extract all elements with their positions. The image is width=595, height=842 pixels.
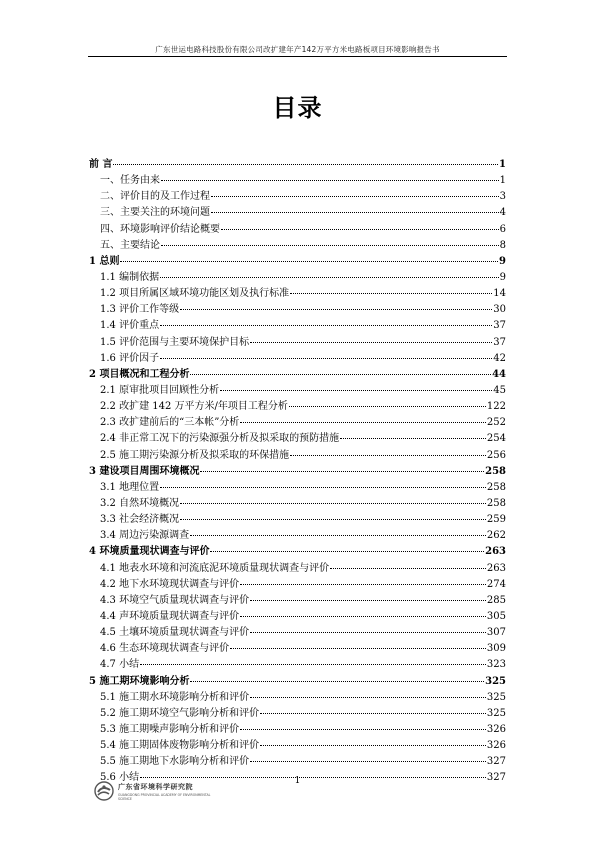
toc-entry-page: 309 bbox=[486, 643, 506, 655]
toc-entry-page: 258 bbox=[486, 481, 506, 493]
toc-dot-leader bbox=[211, 196, 499, 197]
toc-entry-page: 37 bbox=[493, 320, 506, 332]
toc-entry-page: 6 bbox=[499, 223, 506, 235]
toc-entry-label: 四、环境影响评价结论概要 bbox=[100, 223, 220, 235]
toc-entry[interactable] bbox=[89, 222, 506, 238]
toc-entry-label: 2 项目概况和工程分析 bbox=[89, 368, 190, 380]
toc-dot-leader bbox=[161, 245, 499, 246]
toc-dot-leader bbox=[190, 535, 486, 536]
header-rule bbox=[88, 56, 507, 57]
toc-entry-label: 3.3 社会经济概况 bbox=[100, 514, 180, 526]
toc-entry-label: 5.2 施工期环境空气影响分析和评价 bbox=[100, 707, 260, 719]
toc-dot-leader bbox=[250, 632, 486, 633]
page-number: 1 bbox=[294, 776, 301, 786]
toc-entry-label: 4.7 小结 bbox=[100, 659, 140, 671]
toc-entry-label: 2.5 施工期污染源分析及拟采取的环保措施 bbox=[100, 449, 290, 461]
toc-entry-label: 5.4 施工期固体废物影响分析和评价 bbox=[100, 740, 260, 752]
toc-dot-leader bbox=[190, 374, 491, 375]
toc-entry-label: 4 环境质量现状调查与评价 bbox=[89, 546, 210, 558]
toc-dot-leader bbox=[211, 212, 499, 213]
toc-entry-page: 258 bbox=[485, 465, 506, 477]
toc-dot-leader bbox=[221, 229, 499, 230]
toc-entry[interactable] bbox=[89, 544, 506, 560]
toc-entry-page: 256 bbox=[486, 449, 506, 461]
toc-entry-page: 305 bbox=[486, 610, 506, 622]
toc-entry-label: 1.5 评价范围与主要环境保护目标 bbox=[100, 336, 250, 348]
toc-entry-page: 254 bbox=[486, 433, 506, 445]
toc-entry-page: 262 bbox=[486, 530, 506, 542]
toc-entry[interactable] bbox=[89, 674, 506, 690]
toc-entry-label: 1.6 评价因子 bbox=[100, 352, 160, 364]
toc-entry-label: 4.5 土壤环境质量现状调查与评价 bbox=[100, 627, 250, 639]
toc-entry-label: 一、任务由来 bbox=[100, 175, 160, 187]
toc-dot-leader bbox=[330, 568, 486, 569]
toc-entry[interactable] bbox=[89, 754, 506, 770]
toc-dot-leader bbox=[240, 584, 486, 585]
toc-entry-label: 2.1 原审批项目回顾性分析 bbox=[100, 384, 220, 396]
toc-dot-leader bbox=[160, 325, 492, 326]
toc-entry-page: 1 bbox=[499, 175, 506, 187]
toc-entry[interactable] bbox=[89, 641, 506, 657]
institute-name-cn: 广东省环境科学研究院 bbox=[118, 782, 193, 791]
toc-dot-leader bbox=[160, 487, 486, 488]
toc-entry[interactable] bbox=[89, 738, 506, 754]
toc-entry[interactable] bbox=[89, 367, 506, 383]
toc-entry-page: 122 bbox=[486, 401, 506, 413]
toc-entry-page: 9 bbox=[499, 255, 506, 267]
toc-entry[interactable] bbox=[89, 496, 506, 512]
toc-entry[interactable] bbox=[89, 351, 506, 367]
toc-entry-page: 263 bbox=[485, 546, 506, 558]
toc-entry-page: 4 bbox=[499, 207, 506, 219]
toc-entry[interactable] bbox=[89, 173, 506, 189]
toc-dot-leader bbox=[250, 600, 486, 601]
toc-entry-label: 5.5 施工期地下水影响分析和评价 bbox=[100, 756, 250, 768]
toc-entry-page: 30 bbox=[493, 304, 506, 316]
toc-entry-page: 44 bbox=[492, 368, 506, 380]
toc-dot-leader bbox=[180, 503, 486, 504]
toc-entry-page: 285 bbox=[486, 594, 506, 606]
toc-entry-page: 1 bbox=[499, 159, 506, 170]
toc-dot-leader bbox=[160, 358, 492, 359]
toc-entry-page: 14 bbox=[493, 288, 506, 300]
toc-entry[interactable] bbox=[89, 399, 506, 415]
toc-entry-label: 3.4 周边污染源调查 bbox=[100, 530, 190, 542]
toc-entry-label: 4.4 声环境质量现状调查与评价 bbox=[100, 610, 240, 622]
toc-entry-label: 五、主要结论 bbox=[100, 239, 160, 251]
toc-entry-page: 42 bbox=[493, 352, 506, 364]
toc-entry[interactable] bbox=[89, 318, 506, 334]
toc-entry[interactable] bbox=[89, 609, 506, 625]
toc-entry-page: 326 bbox=[486, 740, 506, 752]
toc-dot-leader bbox=[260, 745, 486, 746]
toc-entry-page: 252 bbox=[486, 417, 506, 429]
toc-entry-label: 5.1 施工期水环境影响分析和评价 bbox=[100, 691, 250, 703]
toc-entry[interactable] bbox=[89, 302, 506, 318]
toc-entry-label: 2.4 非正常工况下的污染源强分析及拟采取的预防措施 bbox=[100, 433, 340, 445]
toc-entry[interactable] bbox=[89, 561, 506, 577]
toc-dot-leader bbox=[289, 406, 486, 407]
toc-entry-page: 259 bbox=[486, 514, 506, 526]
toc-entry-label: 5 施工期环境影响分析 bbox=[89, 675, 190, 687]
toc-entry-page: 8 bbox=[499, 239, 506, 251]
toc-entry-page: 323 bbox=[486, 659, 506, 671]
toc-entry[interactable] bbox=[89, 286, 506, 302]
toc-dot-leader bbox=[250, 761, 486, 762]
toc-dot-leader bbox=[120, 261, 498, 262]
toc-dot-leader bbox=[190, 681, 484, 682]
toc-dot-leader bbox=[210, 551, 484, 552]
toc-entry[interactable] bbox=[89, 512, 506, 528]
running-header: 广东世运电路科技股份有限公司改扩建年产142万平方米电路板项目环境影响报告书 bbox=[155, 45, 440, 54]
toc-dot-leader bbox=[220, 390, 492, 391]
toc-dot-leader bbox=[340, 438, 486, 439]
toc-entry-label: 1.3 评价工作等级 bbox=[100, 304, 180, 316]
toc-entry[interactable] bbox=[89, 464, 506, 480]
toc-entry-label: 5.3 施工期噪声影响分析和评价 bbox=[100, 723, 240, 735]
toc-entry[interactable] bbox=[89, 625, 506, 641]
toc-entry-label: 1 总则 bbox=[89, 255, 120, 267]
table-of-contents bbox=[89, 157, 506, 786]
toc-dot-leader bbox=[230, 648, 486, 649]
toc-entry[interactable] bbox=[89, 270, 506, 286]
toc-entry-label: 4.3 环境空气质量现状调查与评价 bbox=[100, 594, 250, 606]
footer-logo bbox=[94, 778, 224, 804]
toc-dot-leader bbox=[240, 616, 486, 617]
toc-entry-page: 274 bbox=[486, 578, 506, 590]
toc-entry-label: 2.3 改扩建前后的“三本帐”分析 bbox=[100, 417, 240, 429]
toc-entry-page: 325 bbox=[486, 691, 506, 703]
toc-dot-leader bbox=[250, 342, 492, 343]
toc-entry-page: 327 bbox=[486, 756, 506, 768]
toc-dot-leader bbox=[200, 471, 484, 472]
toc-entry-label: 4.2 地下水环境现状调查与评价 bbox=[100, 578, 240, 590]
toc-entry-label: 1.1 编制依据 bbox=[100, 271, 160, 283]
toc-entry[interactable] bbox=[89, 722, 506, 738]
toc-entry-page: 307 bbox=[486, 627, 506, 639]
toc-entry-page: 327 bbox=[486, 772, 506, 784]
toc-entry-label: 3.1 地理位置 bbox=[100, 481, 160, 493]
toc-dot-leader bbox=[180, 309, 492, 310]
toc-entry-label: 4.1 地表水环境和河流底泥环境质量现状调查与评价 bbox=[100, 562, 330, 574]
institute-name-en: GUANGDONG PROVINCIAL ACADEMY OF ENVIRONMENTAL SCIENCE bbox=[118, 792, 211, 801]
toc-dot-leader bbox=[140, 664, 486, 665]
toc-entry-label: 二、评价目的及工作过程 bbox=[100, 191, 210, 203]
toc-entry-page: 325 bbox=[486, 707, 506, 719]
institute-logo-icon bbox=[94, 781, 114, 801]
toc-entry[interactable] bbox=[89, 593, 506, 609]
page-title: 目录 bbox=[272, 94, 323, 122]
toc-entry[interactable] bbox=[89, 528, 506, 544]
toc-entry-label: 3.2 自然环境概况 bbox=[100, 497, 180, 509]
toc-entry-page: 258 bbox=[486, 497, 506, 509]
toc-dot-leader bbox=[290, 293, 492, 294]
toc-entry[interactable] bbox=[89, 189, 506, 205]
toc-entry[interactable] bbox=[89, 706, 506, 722]
toc-entry-page: 325 bbox=[485, 675, 506, 687]
toc-entry[interactable] bbox=[89, 657, 506, 673]
toc-entry-label: 5.6 小结 bbox=[100, 772, 140, 784]
toc-entry-label: 2.2 改扩建 142 万平方米/年项目工程分析 bbox=[100, 401, 288, 413]
toc-entry-label: 前 言 bbox=[89, 159, 113, 170]
toc-entry[interactable] bbox=[89, 448, 506, 464]
toc-entry[interactable] bbox=[89, 238, 506, 254]
toc-dot-leader bbox=[240, 729, 486, 730]
toc-entry-page: 326 bbox=[486, 723, 506, 735]
toc-dot-leader bbox=[290, 455, 486, 456]
toc-entry-page: 263 bbox=[486, 562, 506, 574]
toc-entry[interactable] bbox=[89, 690, 506, 706]
toc-dot-leader bbox=[160, 277, 499, 278]
toc-entry-page: 37 bbox=[493, 336, 506, 348]
toc-entry-label: 1.4 评价重点 bbox=[100, 320, 160, 332]
toc-entry[interactable] bbox=[89, 157, 506, 173]
toc-dot-leader bbox=[240, 422, 486, 423]
toc-entry-label: 4.6 生态环境现状调查与评价 bbox=[100, 643, 230, 655]
toc-entry[interactable] bbox=[89, 480, 506, 496]
toc-dot-leader bbox=[260, 713, 486, 714]
toc-dot-leader bbox=[113, 164, 498, 165]
toc-entry[interactable] bbox=[89, 383, 506, 399]
toc-entry-label: 1.2 项目所属区域环境功能区划及执行标准 bbox=[100, 288, 290, 300]
toc-entry[interactable] bbox=[89, 577, 506, 593]
toc-entry-page: 3 bbox=[499, 191, 506, 203]
toc-entry[interactable] bbox=[89, 335, 506, 351]
toc-entry-page: 45 bbox=[493, 384, 506, 396]
toc-entry-label: 3 建设项目周围环境概况 bbox=[89, 465, 200, 477]
toc-dot-leader bbox=[180, 519, 486, 520]
toc-entry[interactable] bbox=[89, 254, 506, 270]
toc-entry[interactable] bbox=[89, 415, 506, 431]
toc-entry-page: 9 bbox=[499, 271, 506, 283]
toc-entry[interactable] bbox=[89, 205, 506, 221]
toc-dot-leader bbox=[250, 697, 486, 698]
toc-entry-label: 三、主要关注的环境问题 bbox=[100, 207, 210, 219]
toc-dot-leader bbox=[161, 180, 499, 181]
toc-entry[interactable] bbox=[89, 431, 506, 447]
